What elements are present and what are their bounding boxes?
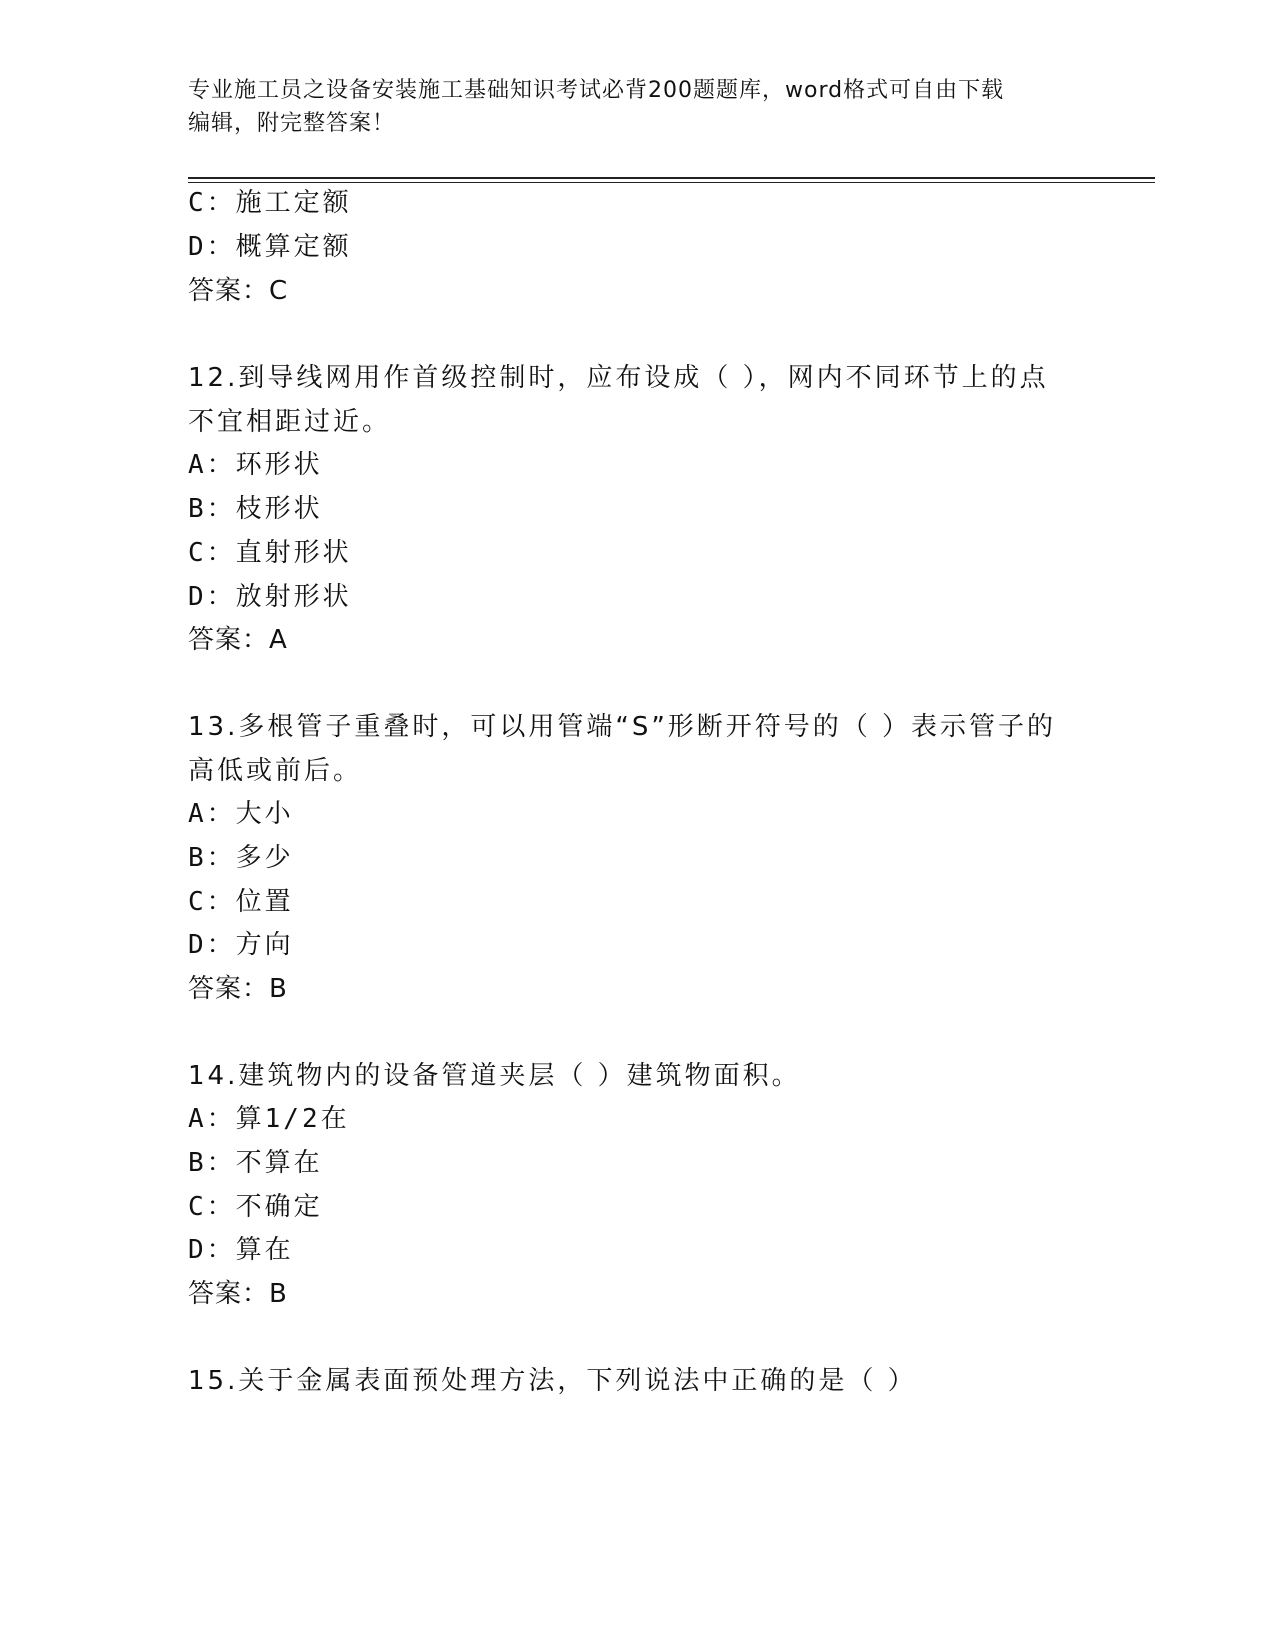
question-14-option-a: A：算1/2在 (188, 1104, 350, 1134)
question-13-option-a: A：大小 (188, 799, 294, 829)
question-12-answer: 答案：A (188, 625, 288, 655)
answer: 答案：C (188, 276, 289, 306)
question-14-stem-line-1: 14.建筑物内的设备管道夹层（ ）建筑物面积。 (188, 1061, 801, 1091)
question-13-option-b: B：多少 (188, 843, 294, 873)
question-12-stem-line-1: 12.到导线网用作首级控制时，应布设成（ ），网内不同环节上的点 (188, 363, 1049, 393)
header-divider-thick (188, 177, 1155, 179)
question-13-stem-line-2: 高低或前后。 (188, 756, 363, 786)
question-13-option-c: C：位置 (188, 887, 294, 917)
question-13-stem-line-1: 13.多根管子重叠时，可以用管端“S”形断开符号的（ ）表示管子的 (188, 712, 1057, 742)
header-line-1: 专业施工员之设备安装施工基础知识考试必背200题题库，word格式可自由下载 (188, 78, 1005, 103)
question-12-stem-line-2: 不宜相距过近。 (188, 407, 392, 437)
question-13-answer: 答案：B (188, 974, 288, 1004)
document-header (188, 74, 1088, 140)
question-12-option-c: C：直射形状 (188, 538, 352, 568)
header-line-2: 编辑，附完整答案！ (188, 111, 396, 136)
question-14-answer: 答案：B (188, 1279, 288, 1309)
option-d: D：概算定额 (188, 232, 352, 262)
question-14-option-b: B：不算在 (188, 1148, 323, 1178)
question-14-option-d: D：算在 (188, 1235, 294, 1265)
header-divider-thin (188, 182, 1155, 183)
question-12-option-d: D：放射形状 (188, 582, 352, 612)
question-15-stem-line-1: 15.关于金属表面预处理方法，下列说法中正确的是（ ） (188, 1366, 917, 1396)
question-12-option-a: A：环形状 (188, 450, 323, 480)
question-12-option-b: B：枝形状 (188, 494, 323, 524)
question-13-option-d: D：方向 (188, 930, 294, 960)
option-c: C：施工定额 (188, 188, 352, 218)
question-14-option-c: C：不确定 (188, 1192, 323, 1222)
